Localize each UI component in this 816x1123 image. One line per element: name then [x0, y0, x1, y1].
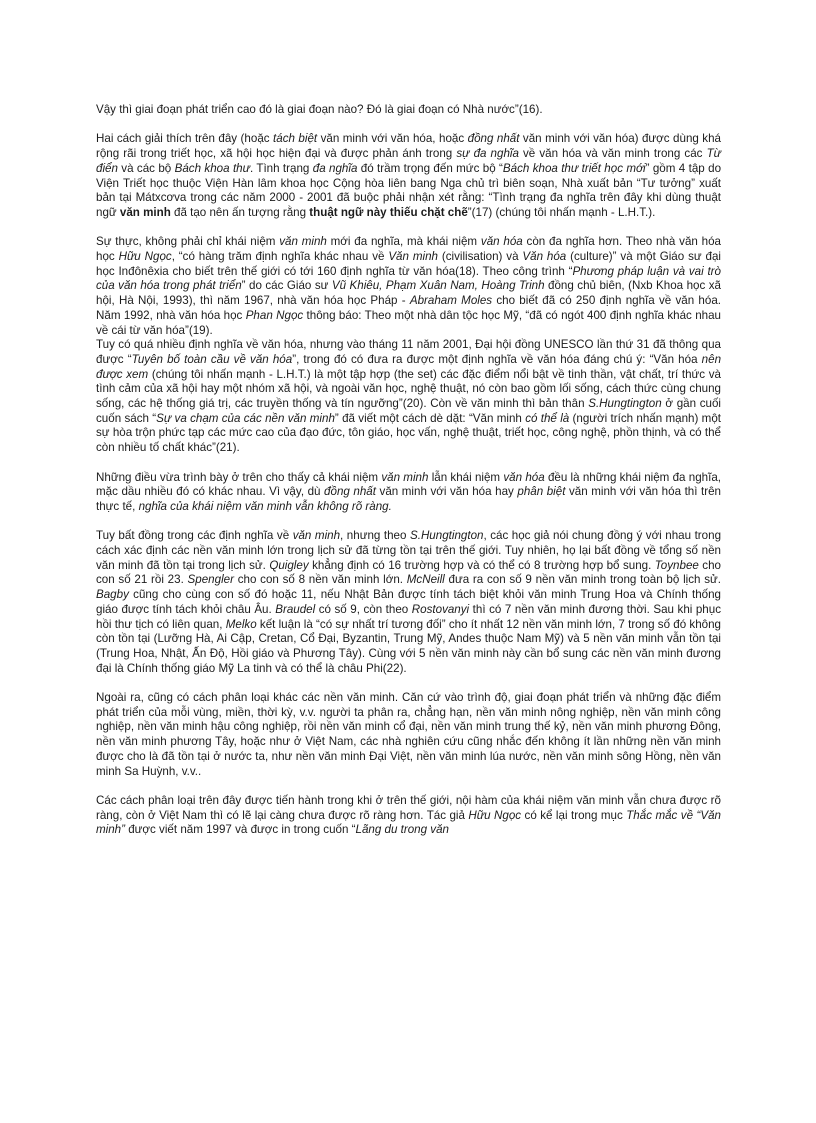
text-run: kết luận là “có sự nhất trí tương đối” cho ít nhất 12 nền văn minh lớn, 7 trong số đó không còn tồn tại (Lưỡng Hà, Ai Cập, Cretan, Cổ Đại, Byzantin, Trung Mỹ, Andes thuộc Nam Mỹ) và 5 nền văn minh vẫn tồn tại (Trung Hoa, Nhật, Ấn Độ, Hồi giáo và Phương Tây). Cùng với 5 nền văn minh này cần bổ sung các nền văn minh đương đại là Chính thống giáo Mỹ La tinh và có thể là châu Phi(22). [96, 617, 721, 675]
paragraph-6 [96, 529, 721, 676]
text-run: Những điều vừa trình bày ở trên cho thấy cả khái niệm [96, 470, 382, 484]
text-run: về văn hóa và văn minh trong các [518, 147, 707, 161]
italic-text-run: Abraham Moles [409, 294, 493, 308]
text-run: mới đa nghĩa, mà khái niệm [326, 235, 481, 249]
italic-text-run: nên được xem [96, 352, 722, 381]
document-page [96, 103, 721, 853]
italic-text-run: Bách khoa thư triết học mới [502, 161, 646, 175]
italic-text-run: Sự va chạm của các nền văn minh [156, 411, 335, 425]
italic-text-run: văn hóa [503, 470, 545, 484]
text-run: đều là những khái niệm đa nghĩa, mặc dầu nhiều đó có khác nhau. Vì vậy, dù [96, 470, 721, 499]
paragraph-3 [96, 235, 721, 338]
text-run: cho con số 8 nền văn minh lớn. [233, 573, 407, 587]
italic-text-run: Lãng du trong văn [355, 823, 449, 837]
text-run: , nhưng theo [340, 529, 410, 543]
bold-text-run: văn minh [119, 205, 171, 219]
text-run: thì có 7 nền văn minh đương thời. Sau khi phục hồi thư tịch có liên quan, [96, 602, 722, 631]
italic-text-run: Hữu Ngọc [468, 808, 522, 822]
text-run: văn minh với văn hóa thì trên thực tế, [96, 485, 721, 513]
italic-text-run: Văn minh [388, 250, 438, 263]
text-run: đó trầm trọng đến mức bộ “ [357, 161, 503, 175]
text-run: văn minh với văn hóa) được dùng khá rộng rãi trong triết học, xã hội học hiện đại và được phản ánh trong [96, 132, 722, 161]
text-run: Tuy có quá nhiều định nghĩa về văn hóa, nhưng vào tháng 11 năm 2001, Đại hội đồng UNESCO lần thứ 31 đã thông qua được “ [96, 338, 721, 366]
text-run: và các bộ [117, 161, 175, 175]
paragraph-2 [96, 132, 721, 220]
italic-text-run: Bách khoa thư [174, 161, 250, 175]
text-run: Vậy thì giai đoạn phát triển cao đó là giai đoạn nào? Đó là giai đoạn có Nhà nước”(16). [96, 103, 543, 116]
text-run: ”(17) (chúng tôi nhấn mạnh - L.H.T.). [467, 205, 656, 219]
italic-text-run: văn hóa [480, 235, 523, 249]
text-run: được viết năm 1997 và được in trong cuốn “ [125, 823, 356, 837]
text-run: (culture)” và một Giáo sư đại học Inđônêxia cho biết trên thế giới có tới 160 định nghĩa từ văn hóa(18). Theo công trình “ [96, 250, 721, 278]
paragraph-4 [96, 338, 721, 456]
text-run: (chúng tôi nhấn mạnh - L.H.T.) là một tập hợp (the set) các đặc điểm nổi bật về tinh thần, vật chất, trí thức và tình cảm của xã hội hay một nhóm xã hội, và ngoài văn học, nghệ thuật, nó còn bao gồm lối sống, cách thức cùng chung sống, các hệ thống giá trị, các truyền thống và tín ngưỡng”(20). Còn về văn minh thì bản thân [96, 367, 721, 411]
italic-text-run: Quigley [269, 558, 309, 572]
text-run: ” do các Giáo sư [241, 279, 332, 293]
text-run: đã tạo nên ấn tượng rằng [170, 205, 310, 219]
text-run: Các cách phân loại trên đây được tiến hành trong khi ở trên thế giới, nội hàm của khái niệm văn minh vẫn chưa được rõ ràng, còn ở Việt Nam thì có lẽ lại càng chưa được rõ ràng hơn. Tác giả [96, 793, 721, 822]
italic-text-run: đồng nhất [324, 485, 376, 499]
paragraph-1 [96, 103, 721, 118]
italic-text-run: đa nghĩa [312, 161, 358, 175]
italic-text-run: Từ điển [96, 147, 721, 175]
text-run: Hai cách giải thích trên đây (hoặc [96, 132, 274, 146]
text-run: đưa ra con số 9 nền văn minh trong toàn bộ lịch sử. [444, 573, 721, 587]
text-run: có kể lại trong mục [521, 808, 627, 822]
text-run: khẳng định có 16 trường hợp và có thể có 8 trường hợp bổ sung. [308, 558, 655, 572]
paragraph-7 [96, 691, 721, 779]
italic-text-run: S.Hungtington [588, 397, 662, 411]
text-run: ” gồm 4 tập do Viện Triết học thuộc Viện Hàn lâm khoa học Cộng hòa liên bang Nga chủ trì biên soạn, Nhà xuất bản “Tư tưởng” xuất bản tại Mátxcơva trong các năm 2000 - 2001 đã buộc phải nhận xét rằng: “Tình trạng đa nghĩa trên đây khi dùng thuật ngữ [96, 161, 722, 219]
italic-text-run: McNeill [406, 573, 445, 587]
italic-text-run: tách biệt [273, 132, 318, 146]
text-run: ở gần cuối cuốn sách “ [96, 397, 721, 425]
italic-text-run: Tuyên bố toàn cầu về văn hóa [131, 352, 293, 366]
text-run: ”, trong đó có đưa ra được một định nghĩa về văn hóa đáng chú ý: “Văn hóa [292, 352, 702, 366]
italic-text-run: văn minh [292, 529, 341, 543]
text-run: . Tình trạng [249, 161, 313, 175]
italic-text-run: văn minh [381, 470, 429, 484]
text-run: (người trích nhấn mạnh) một sự hòa trộn phức tạp các mức cao của đạo đức, tôn giáo, học vấn, nghệ thuật, triết học, công nghệ, phồn thịnh, và có thể còn nhiều tố chất khác”(21). [96, 411, 722, 455]
text-run: văn minh với văn hóa hay [375, 485, 518, 499]
italic-text-run: Melko [225, 617, 257, 631]
text-run: Ngoài ra, cũng có cách phân loại khác các nền văn minh. Căn cứ vào trình độ, giai đoạn phát triển và những đặc điểm phát triển của mỗi vùng, miền, thời kỳ, v.v. người ta phân ra, chẳng hạn, nền văn minh nông nghiệp, nền văn minh công nghiệp, nền văn minh hậu công nghiệp, rồi nền văn minh cổ đại, nền văn minh trung thế kỷ, nền văn minh phương Đông, nền văn minh phương Tây, hoặc như ở Việt Nam, các nhà nghiên cứu cũng nhắc đến không ít lần những nền văn minh được cho là đã tồn tại ở nước ta, như nền văn minh Đại Việt, nền văn minh lúa nước, nền văn minh sông Hồng, nền văn minh Sa Huỳnh, v.v.. [96, 691, 721, 778]
text-run: , “có hàng trăm định nghĩa khác nhau về [171, 250, 389, 263]
italic-text-run: Rostovanyi [411, 602, 470, 616]
text-run: có số 9, còn theo [315, 602, 412, 616]
paragraph-5 [96, 471, 721, 515]
text-run: Sự thực, không phải chỉ khái niệm [96, 235, 280, 249]
italic-text-run: Phan Ngọc [245, 308, 304, 322]
paragraph-8 [96, 794, 721, 838]
italic-text-run: Toynbee [654, 558, 699, 572]
italic-text-run: Braudel [275, 602, 316, 616]
text-run: đồng chủ biên, (Nxb Khoa học xã hội, Hà Nội, 1993), thì năm 1967, nhà văn hóa học Pháp - [96, 279, 721, 308]
bold-text-run: thuật ngữ này thiếu chặt chẽ [309, 205, 468, 219]
italic-text-run: Vũ Khiêu, Phạm Xuân Nam, Hoàng Trinh [331, 279, 545, 293]
text-run: văn minh với văn hóa, hoặc [317, 132, 468, 146]
text-run: thông báo: Theo một nhà dân tộc học Mỹ, “đã có ngót 400 định nghĩa khác nhau về cái từ văn hóa”(19). [96, 308, 721, 337]
italic-text-run: Thắc mắc về “Văn minh” [96, 808, 721, 837]
text-run: cho biết đã có 250 định nghĩa về văn hóa. Năm 1992, nhà văn hóa học [96, 294, 721, 322]
italic-text-run: Hữu Ngọc [118, 250, 172, 263]
italic-text-run: S.Hungtington [409, 529, 484, 543]
italic-text-run: sự đa nghĩa [456, 147, 519, 161]
italic-text-run: có thể là [525, 411, 570, 425]
text-run: ” đã viết một cách dè dặt: “Văn minh [334, 411, 526, 425]
text-run: (civilisation) và [437, 250, 523, 263]
text-run: cho con số 21 rồi 23. [96, 558, 721, 587]
italic-text-run: Phương pháp luận và vai trò của văn hóa trong phát triển [96, 264, 721, 293]
text-run: Tuy bất đồng trong các định nghĩa về [96, 529, 293, 543]
italic-text-run: Văn hóa [522, 250, 567, 263]
text-run: còn đa nghĩa hơn. Theo nhà văn hóa học [96, 235, 722, 263]
text-run: cũng cho cùng con số đó hoặc 11, nếu Nhật Bản được tính tách biệt khỏi văn minh Trung Hoa và Chính thống giáo được tính tách khỏi châu Âu. [96, 588, 721, 616]
italic-text-run: văn minh [279, 235, 327, 249]
text-run: , các học giả nói chung đồng ý với nhau trong cách xác định các nền văn minh lớn trong lịch sử đã từng tồn tại trên thế giới. Tuy nhiên, họ lại bất đồng về tổng số nền văn minh đã tồn tại trong lịch sử. [96, 529, 722, 572]
italic-text-run: nghĩa của khái niệm văn minh vẫn không rõ ràng. [138, 499, 392, 513]
italic-text-run: đồng nhất [467, 132, 520, 146]
text-run: lẫn khái niệm [428, 470, 504, 484]
italic-text-run: phân biệt [517, 485, 566, 499]
italic-text-run: Bagby [96, 588, 129, 602]
italic-text-run: Spengler [187, 573, 234, 587]
